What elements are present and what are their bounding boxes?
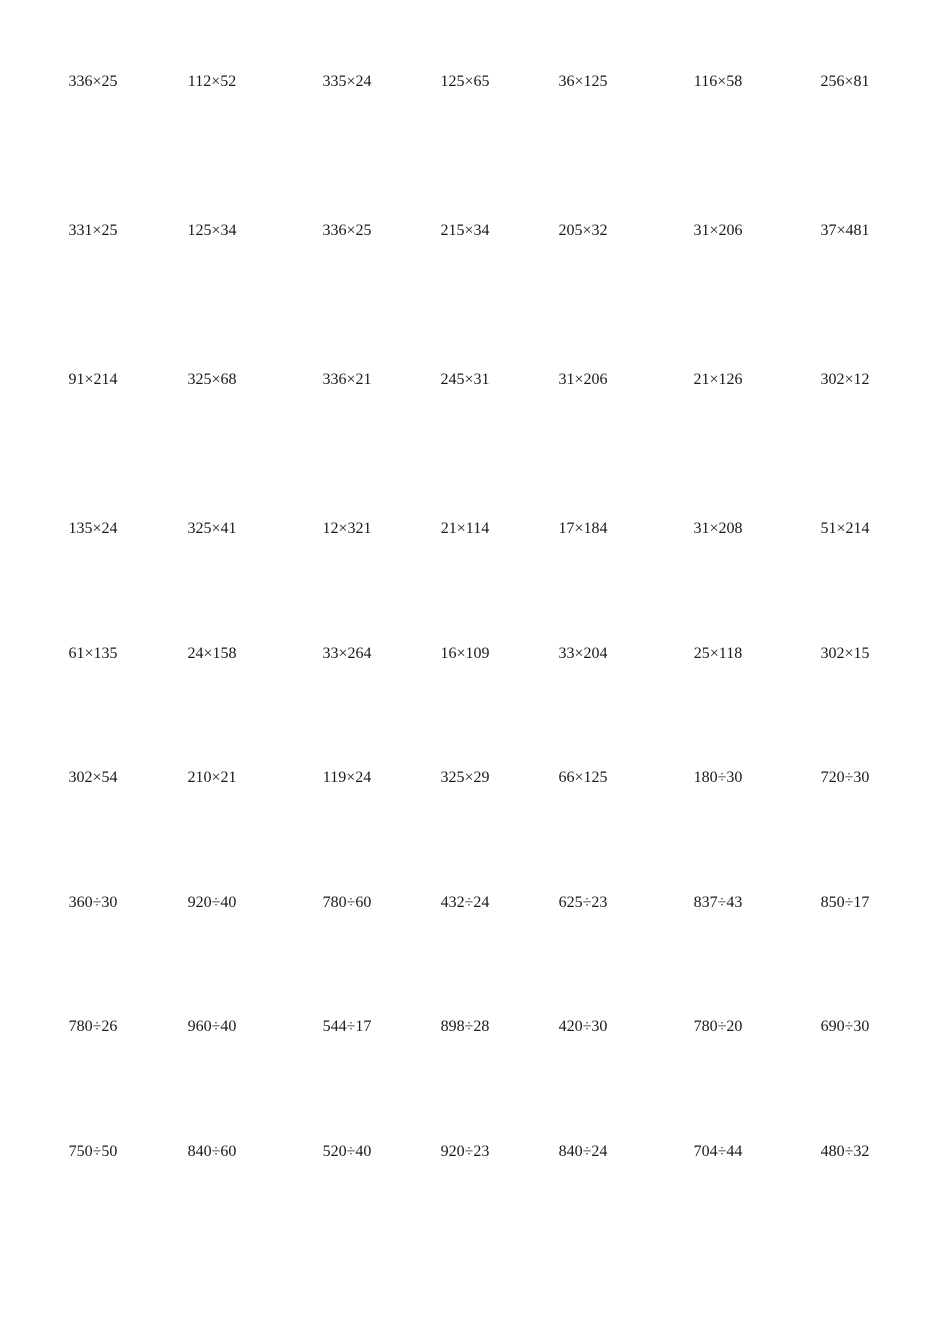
problem-item: 360÷30 (68, 894, 118, 911)
problem-item: 116×58 (693, 73, 743, 90)
problem-item: 840÷24 (558, 1143, 608, 1160)
problem-item: 302×15 (820, 645, 870, 662)
problem-item: 920÷40 (187, 894, 237, 911)
problem-item: 750÷50 (68, 1143, 118, 1160)
problem-item: 36×125 (558, 73, 608, 90)
problem-item: 690÷30 (820, 1018, 870, 1035)
problem-item: 325×68 (187, 371, 237, 388)
problem-item: 720÷30 (820, 769, 870, 786)
problem-row (0, 1015, 950, 1039)
problem-item: 780÷26 (68, 1018, 118, 1035)
problem-item: 180÷30 (693, 769, 743, 786)
problem-item: 625÷23 (558, 894, 608, 911)
problem-item: 91×214 (68, 371, 118, 388)
problem-item: 205×32 (558, 222, 608, 239)
problem-item: 66×125 (558, 769, 608, 786)
problem-item: 61×135 (68, 645, 118, 662)
problem-item: 336×21 (322, 371, 372, 388)
problem-item: 37×481 (820, 222, 870, 239)
problem-item: 21×126 (693, 371, 743, 388)
problem-item: 780÷60 (322, 894, 372, 911)
problem-item: 325×29 (440, 769, 490, 786)
problem-item: 780÷20 (693, 1018, 743, 1035)
problem-item: 840÷60 (187, 1143, 237, 1160)
problem-item: 24×158 (187, 645, 237, 662)
problem-item: 135×24 (68, 520, 118, 537)
problem-item: 31×206 (558, 371, 608, 388)
problem-item: 210×21 (187, 769, 237, 786)
problem-item: 17×184 (558, 520, 608, 537)
problem-item: 33×204 (558, 645, 608, 662)
problem-item: 25×118 (693, 645, 743, 662)
problem-row (0, 1140, 950, 1164)
problem-item: 336×25 (68, 73, 118, 90)
problem-item: 704÷44 (693, 1143, 743, 1160)
problem-item: 125×34 (187, 222, 237, 239)
problem-item: 331×25 (68, 222, 118, 239)
problem-item: 12×321 (322, 520, 372, 537)
problem-item: 21×114 (440, 520, 490, 537)
problem-row (0, 517, 950, 541)
problem-item: 480÷32 (820, 1143, 870, 1160)
problem-item: 898÷28 (440, 1018, 490, 1035)
problem-row (0, 766, 950, 790)
problem-item: 325×41 (187, 520, 237, 537)
problem-item: 33×264 (322, 645, 372, 662)
problem-item: 31×206 (693, 222, 743, 239)
problem-item: 837÷43 (693, 894, 743, 911)
problem-item: 119×24 (322, 769, 372, 786)
problem-item: 302×12 (820, 371, 870, 388)
problem-item: 960÷40 (187, 1018, 237, 1035)
problem-row (0, 891, 950, 915)
problem-row (0, 642, 950, 666)
problem-item: 112×52 (187, 73, 237, 90)
problem-row (0, 219, 950, 243)
problem-item: 125×65 (440, 73, 490, 90)
problem-item: 16×109 (440, 645, 490, 662)
problem-item: 920÷23 (440, 1143, 490, 1160)
problem-item: 51×214 (820, 520, 870, 537)
problem-item: 335×24 (322, 73, 372, 90)
problem-row (0, 70, 950, 94)
problem-item: 256×81 (820, 73, 870, 90)
problem-item: 520÷40 (322, 1143, 372, 1160)
problem-item: 302×54 (68, 769, 118, 786)
problem-row (0, 368, 950, 392)
problem-item: 336×25 (322, 222, 372, 239)
problem-item: 432÷24 (440, 894, 490, 911)
problem-item: 420÷30 (558, 1018, 608, 1035)
problem-item: 215×34 (440, 222, 490, 239)
problem-item: 544÷17 (322, 1018, 372, 1035)
problem-item: 850÷17 (820, 894, 870, 911)
problem-item: 245×31 (440, 371, 490, 388)
problem-item: 31×208 (693, 520, 743, 537)
